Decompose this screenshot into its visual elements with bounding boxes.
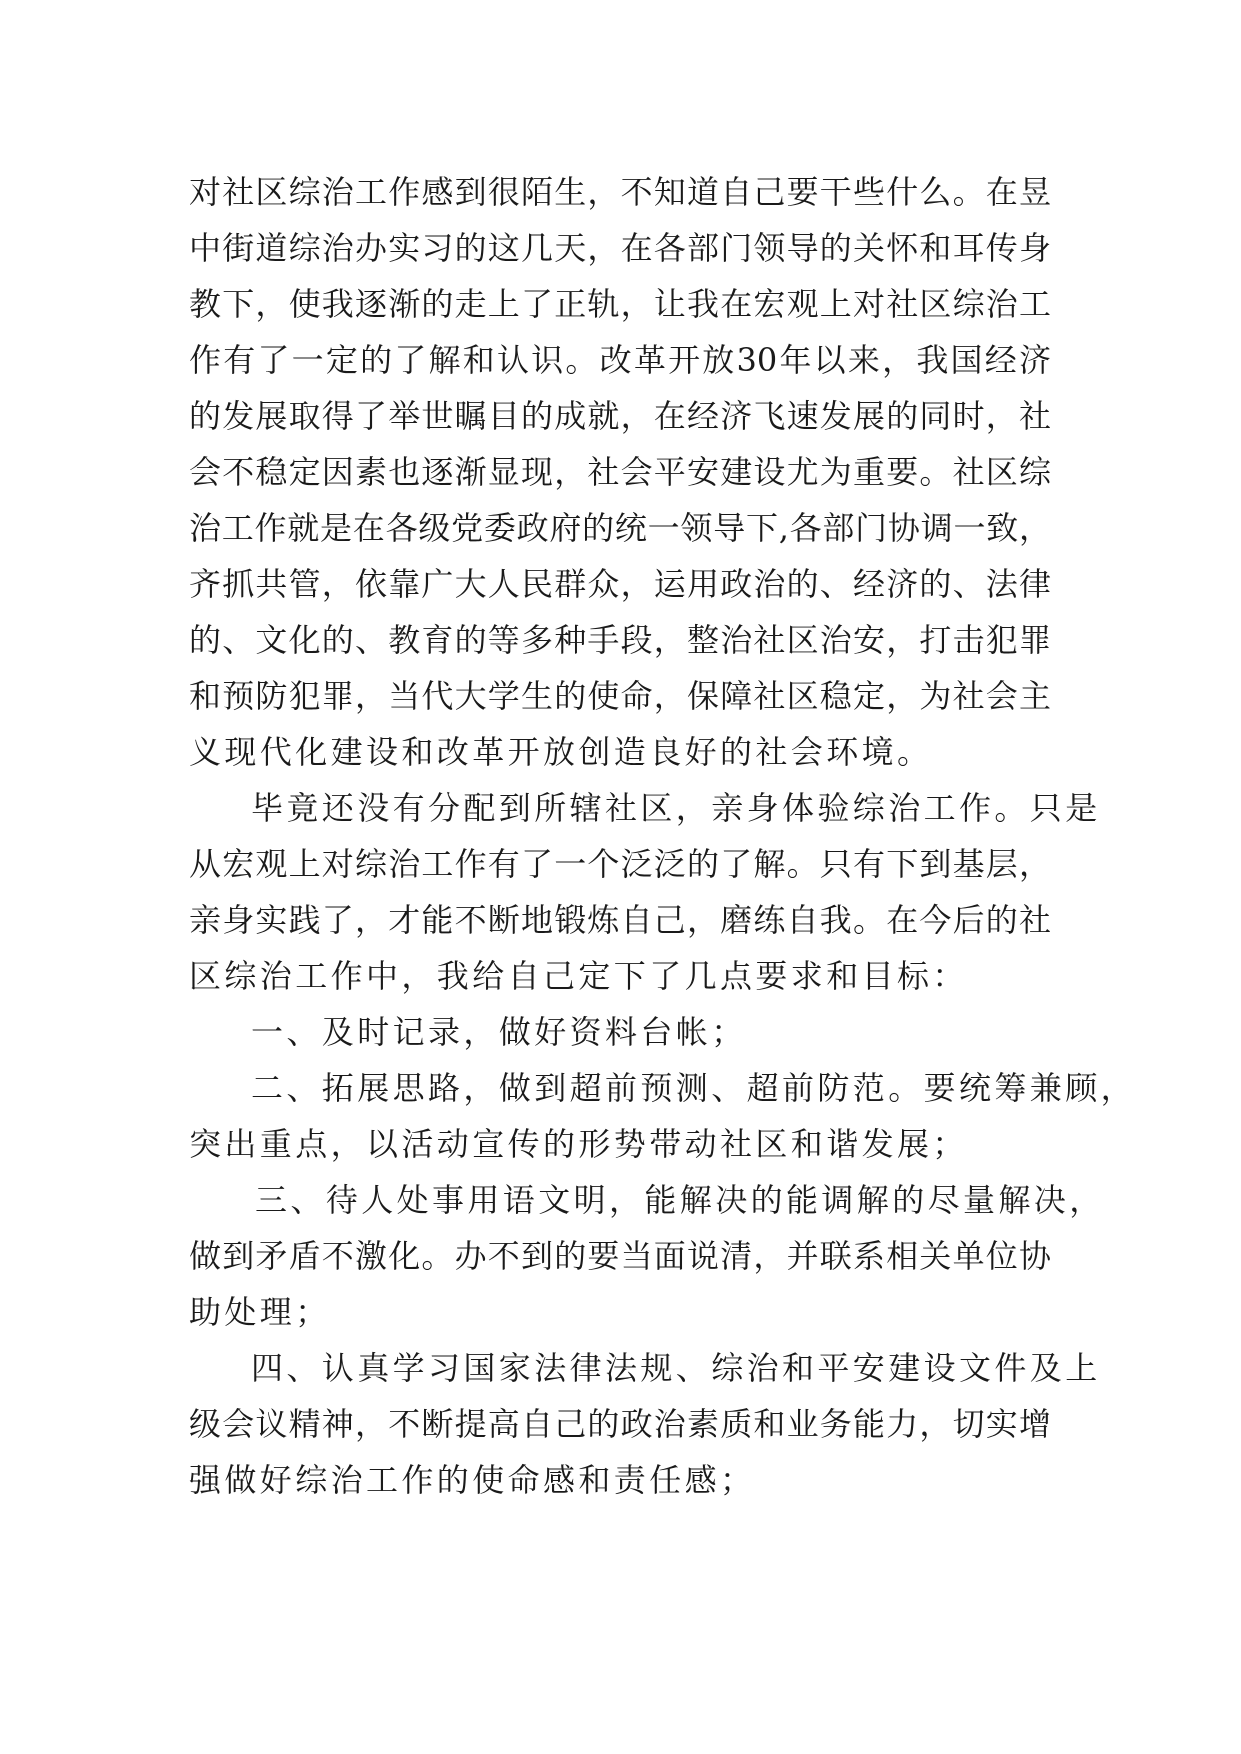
list-item-4: 四、认真学习国家法律法规、综治和平安建设文件及上 xyxy=(251,1349,1101,1387)
text-line: 义现代化建设和改革开放创造良好的社会环境。 xyxy=(189,733,933,771)
text-line: 齐抓共管，依靠广大人民群众，运用政治的、经济的、法律 xyxy=(189,565,1051,603)
text-line: 做到矛盾不激化。办不到的要当面说清，并联系相关单位协 xyxy=(189,1237,1051,1275)
text-line: 治工作就是在各级党委政府的统一领导下,各部门协调一致， xyxy=(189,509,1051,547)
text-line: 突出重点，以活动宣传的形势带动社区和谐发展； xyxy=(189,1125,968,1163)
text-line: 会不稳定因素也逐渐显现，社会平安建设尤为重要。社区综 xyxy=(189,453,1051,491)
text-line: 的、文化的、教育的等多种手段，整治社区治安，打击犯罪 xyxy=(189,621,1051,659)
text-line: 中街道综治办实习的这几天，在各部门领导的关怀和耳传身 xyxy=(189,229,1051,267)
text-line: 从宏观上对综治工作有了一个泛泛的了解。只有下到基层， xyxy=(189,845,1051,883)
text-line: 作有了一定的了解和认识。改革开放30年以来，我国经济 xyxy=(189,341,1051,379)
list-item-2: 二、拓展思路，做到超前预测、超前防范。要统筹兼顾， xyxy=(251,1069,1137,1107)
text-line: 的发展取得了举世瞩目的成就，在经济飞速发展的同时，社 xyxy=(189,397,1051,435)
text-line: 亲身实践了，才能不断地锻炼自己，磨练自我。在今后的社 xyxy=(189,901,1051,939)
text-line: 助处理； xyxy=(189,1293,331,1331)
paragraph-first-line: 毕竟还没有分配到所辖社区，亲身体验综治工作。只是 xyxy=(251,789,1101,827)
list-item-1: 一、及时记录，做好资料台帐； xyxy=(251,1013,747,1051)
text-line: 级会议精神，不断提高自己的政治素质和业务能力，切实增 xyxy=(189,1405,1051,1443)
text-line: 对社区综治工作感到很陌生，不知道自己要干些什么。在昱 xyxy=(189,173,1051,211)
text-line: 和预防犯罪，当代大学生的使命，保障社区稳定，为社会主 xyxy=(189,677,1051,715)
text-line: 教下，使我逐渐的走上了正轨，让我在宏观上对社区综治工 xyxy=(189,285,1051,323)
list-item-3: 三、待人处事用语文明，能解决的能调解的尽量解决， xyxy=(255,1181,1105,1219)
text-line: 强做好综治工作的使命感和责任感； xyxy=(189,1461,756,1499)
text-line: 区综治工作中，我给自己定下了几点要求和目标： xyxy=(189,957,968,995)
